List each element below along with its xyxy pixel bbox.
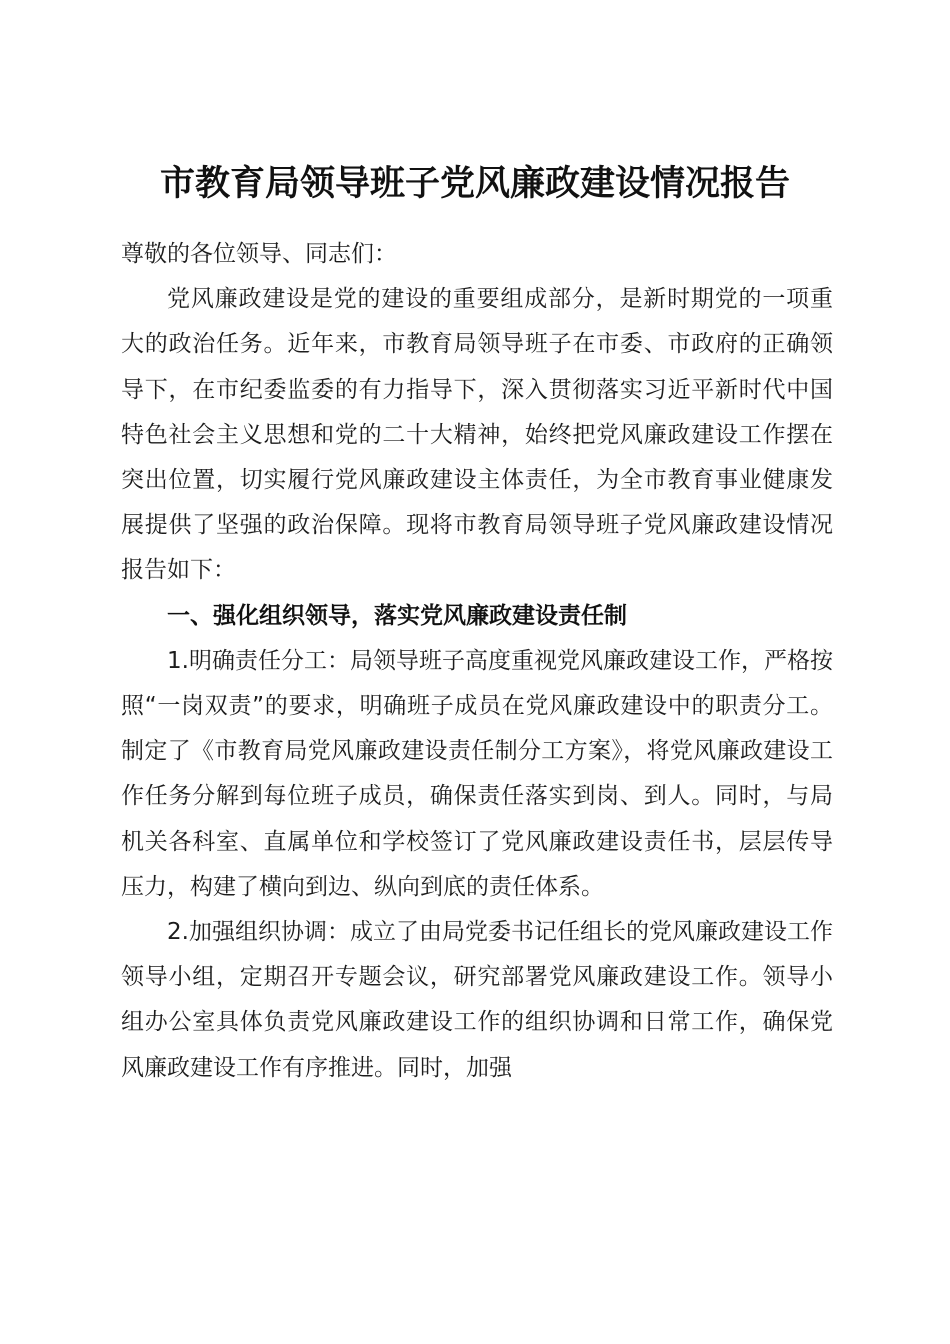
document-body [121,232,833,1091]
intro-paragraph: 党风廉政建设是党的建设的重要组成部分，是新时期党的一项重大的政治任务。近年来，市教育局领导班子在市委、市政府的正确领导下，在市纪委监委的有力指导下，深入贯彻落实习近平新时代中国特色社会主义思想和党的二十大精神，始终把党风廉政建设工作摆在突出位置，切实履行党风廉政建设主体责任，为全市教育事业健康发展提供了坚强的政治保障。现将市教育局领导班子党风廉政建设情况报告如下： [121,286,833,584]
paragraph-item-2: 2.加强组织协调：成立了由局党委书记任组长的党风廉政建设工作领导小组，定期召开专题会议，研究部署党风廉政建设工作。领导小组办公室具体负责党风廉政建设工作的组织协调和日常工作，确保党风廉政建设工作有序推进。同时，加强 [121,919,833,1081]
section-heading: 一、强化组织领导，落实党风廉政建设责任制 [167,602,627,629]
salutation: 尊敬的各位领导、同志们： [121,241,397,267]
paragraph-item-1: 1.明确责任分工：局领导班子高度重视党风廉政建设工作，严格按照“一岗双责”的要求，明确班子成员在党风廉政建设中的职责分工。制定了《市教育局党风廉政建设责任制分工方案》，将党风廉政建设工作任务分解到每位班子成员，确保责任落实到岗、到人。同时，与局机关各科室、直属单位和学校签订了党风廉政建设责任书，层层传导压力，构建了横向到边、纵向到底的责任体系。 [121,647,833,900]
document-title: 市教育局领导班子党风廉政建设情况报告 [159,163,790,205]
